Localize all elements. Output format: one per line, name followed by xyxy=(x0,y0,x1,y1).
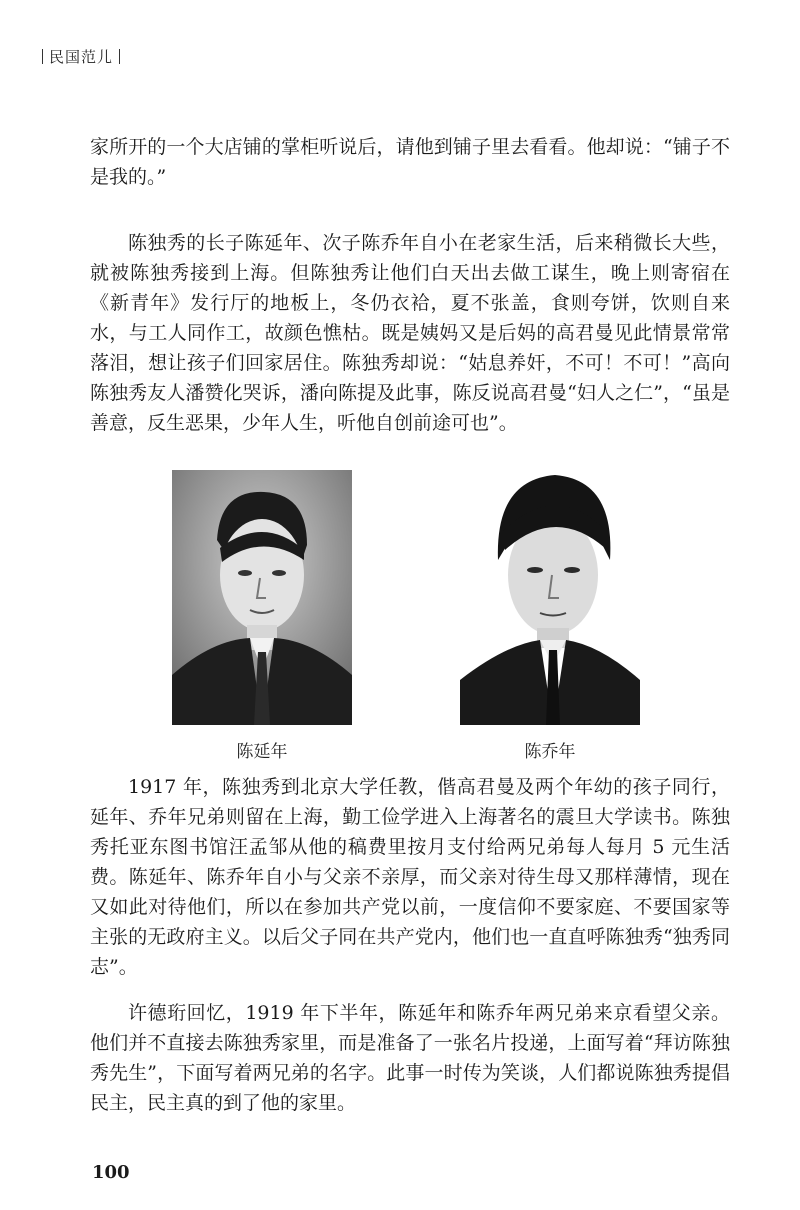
page-number: 100 xyxy=(92,1162,130,1183)
portrait-chen-yannian-image xyxy=(172,470,352,725)
caption-chen-qiaonian: 陈乔年 xyxy=(524,742,576,762)
paragraph-beijing-1917: 1917 年，陈独秀到北京大学任教，偕高君曼及两个年幼的孩子同行，延年、乔年兄弟则留在上海，勤工俭学进入上海著名的震旦大学读书。陈独秀托亚东图书馆汪孟邹从他的稿费里按月支付给两兄弟每人每月 5 元生活费。陈延年、陈乔年自小与父亲不亲厚，而父亲对待生母又那样薄情，现在又如此对待他们，所以在参加共产党以前，一度信仰不要家庭、不要国家等主张的无政府主义。以后父子同在共产党内，他们也一直直呼陈独秀“独秀同志”。 xyxy=(90,776,730,978)
caption-chen-yannian: 陈延年 xyxy=(236,742,288,762)
paragraph-continuation: 家所开的一个大店铺的掌柜听说后，请他到铺子里去看看。他却说：“铺子不是我的。” xyxy=(90,136,730,188)
running-header xyxy=(36,46,126,67)
header-divider xyxy=(119,49,120,64)
header-divider xyxy=(42,49,43,64)
header-title: 民国范儿 xyxy=(49,48,114,66)
portrait-chen-qiaonian xyxy=(460,470,640,725)
portrait-chen-yannian xyxy=(172,470,352,725)
paragraph-sons-in-shanghai: 陈独秀的长子陈延年、次子陈乔年自小在老家生活，后来稍微长大些，就被陈独秀接到上海。但陈独秀让他们白天出去做工谋生，晚上则寄宿在《新青年》发行厅的地板上，冬仍衣袷，夏不张盖，食则夸饼，饮则自来水，与工人同作工，故颜色憔枯。既是姨妈又是后妈的高君曼见此情景常常落泪，想让孩子们回家居住。陈独秀却说：“姑息养奸，不可！不可！”高向陈独秀友人潘赞化哭诉，潘向陈提及此事，陈反说高君曼“妇人之仁”，“虽是善意，反生恶果，少年人生，听他自创前途可也”。 xyxy=(90,232,730,434)
portrait-chen-qiaonian-image xyxy=(460,470,640,725)
paragraph-xu-dehang-memoir: 许德珩回忆，1919 年下半年，陈延年和陈乔年两兄弟来京看望父亲。他们并不直接去陈独秀家里，而是准备了一张名片投递，上面写着“拜访陈独秀先生”，下面写着两兄弟的名字。此事一时传为笑谈，人们都说陈独秀提倡民主，民主真的到了他的家里。 xyxy=(90,1002,730,1114)
